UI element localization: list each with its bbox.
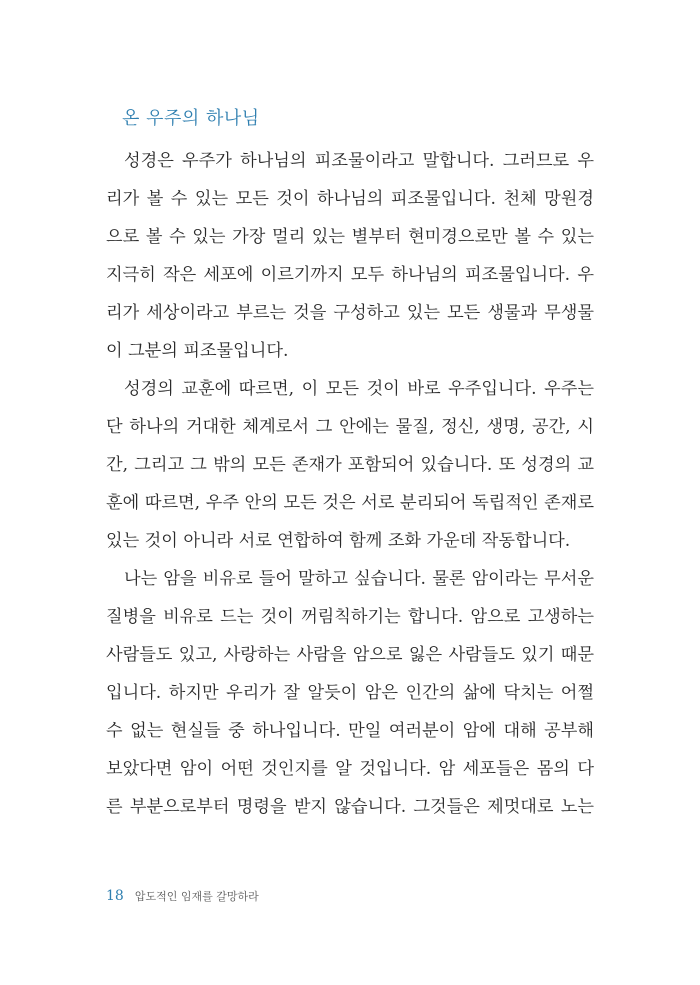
text-line: 리가 볼 수 있는 모든 것이 하나님의 피조물입니다. 천체 망원경 bbox=[106, 189, 594, 209]
book-title: 압도적인 임재를 갈망하라 bbox=[134, 890, 259, 903]
page-number: 18 bbox=[106, 888, 124, 904]
text-line: 성경의 교훈에 따르면, 이 모든 것이 바로 우주입니다. 우주는 bbox=[124, 379, 594, 399]
text-line: 훈에 따르면, 우주 안의 모든 것은 서로 분리되어 독립적인 존재로 bbox=[106, 493, 594, 513]
text-line: 단 하나의 거대한 체계로서 그 안에는 물질, 정신, 생명, 공간, 시 bbox=[106, 417, 594, 437]
text-line: 수 없는 현실들 중 하나입니다. 만일 여러분이 암에 대해 공부해 bbox=[106, 721, 594, 741]
text-line: 있는 것이 아니라 서로 연합하여 함께 조화 가운데 작동합니다. bbox=[106, 531, 571, 551]
text-line: 보았다면 암이 어떤 것인지를 알 것입니다. 암 세포들은 몸의 다 bbox=[106, 759, 594, 779]
text-line: 리가 세상이라고 부르는 것을 구성하고 있는 모든 생물과 무생물 bbox=[106, 303, 594, 323]
text-line: 성경은 우주가 하나님의 피조물이라고 말합니다. 그러므로 우 bbox=[124, 151, 594, 171]
text-line: 입니다. 하지만 우리가 잘 알듯이 암은 인간의 삶에 닥치는 어쩔 bbox=[106, 683, 594, 703]
text-line: 나는 암을 비유로 들어 말하고 싶습니다. 물론 암이라는 무서운 bbox=[124, 569, 594, 589]
text-line: 른 부분으로부터 명령을 받지 않습니다. 그것들은 제멋대로 노는 bbox=[106, 797, 594, 817]
text-line: 간, 그리고 그 밖의 모든 존재가 포함되어 있습니다. 또 성경의 교 bbox=[106, 455, 594, 475]
section-heading: 온 우주의 하나님 bbox=[122, 108, 260, 129]
page-footer bbox=[106, 885, 259, 904]
body-text bbox=[106, 142, 594, 826]
text-line: 질병을 비유로 드는 것이 꺼림칙하기는 합니다. 암으로 고생하는 bbox=[106, 607, 594, 627]
text-line: 지극히 작은 세포에 이르기까지 모두 하나님의 피조물입니다. 우 bbox=[106, 265, 594, 285]
text-line: 이 그분의 피조물입니다. bbox=[106, 341, 289, 361]
text-line: 사람들도 있고, 사랑하는 사람을 암으로 잃은 사람들도 있기 때문 bbox=[106, 645, 594, 665]
text-line: 으로 볼 수 있는 가장 멀리 있는 별부터 현미경으로만 볼 수 있는 bbox=[106, 227, 594, 247]
